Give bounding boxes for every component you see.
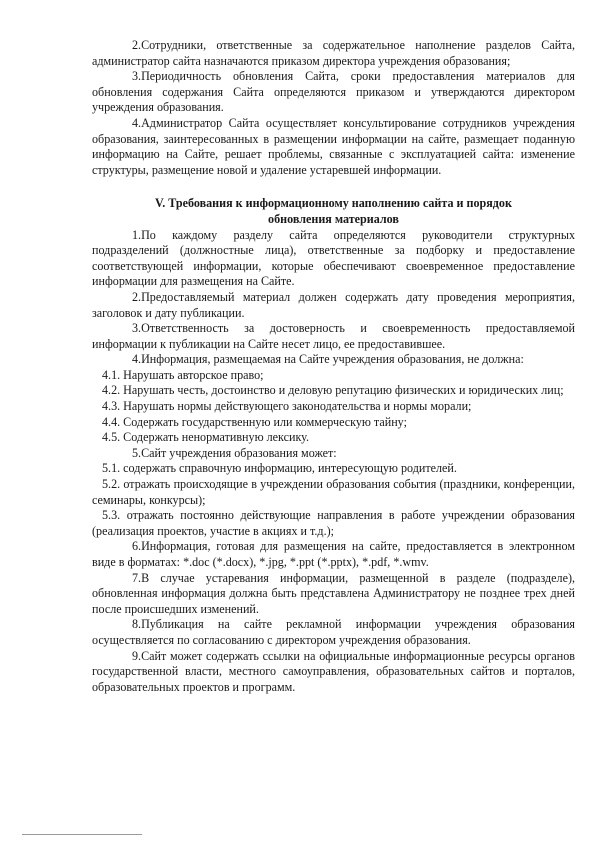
- footer-rule: [22, 834, 142, 835]
- section-item-6: [92, 539, 575, 570]
- section-item-2: [92, 290, 575, 321]
- paragraph-4: [92, 116, 575, 178]
- section-item-5: [92, 446, 575, 462]
- section-heading-line-2: обновления материалов: [268, 211, 399, 226]
- item-text: Предоставляемый материал должен содержать дату проведения мероприятия, заголовок и дату публикации.: [92, 289, 575, 320]
- item-number: 2.: [132, 289, 142, 304]
- item-text: Сайт учреждения образования может:: [141, 445, 337, 460]
- section-item-7: [92, 571, 575, 618]
- item-number: 6.: [132, 539, 142, 554]
- item-text: Периодичность обновления Сайта, сроки предоставления материалов для обновления содержания Сайта определяются приказом и утверждаются директором учреждения образования.: [92, 69, 575, 115]
- section-item-9: [92, 649, 575, 696]
- item-text: По каждому разделу сайта определяются руководители структурных подразделений (должностные лица), ответственные за подборку и предоставление соответствующей информации, которые обеспечивают своевременное предоставление информации для размещения на Сайте.: [92, 227, 575, 289]
- item-text: Администратор Сайта осуществляет консультирование сотрудников учреждения образования, заинтересованных в размещении информации на сайте, размещает поданную информацию на Сайте, решает проблемы, связанные с эксплуатацией сайта: изменение структуры, размещение новой и удаление устаревшей информации.: [92, 115, 575, 177]
- subitem-4-1: 4.1. Нарушать авторское право;: [102, 367, 264, 382]
- item-text: Информация, готовая для размещения на сайте, предоставляется в электронном виде в форматах: *.doc (*.docx), *.jpg, *.ppt (*.pptx), *.pdf, *.wmv.: [92, 539, 575, 569]
- subitem-5-2: 5.2. отражать происходящие в учреждении образования события (праздники, конференции, семинары, конкурсы);: [92, 477, 575, 507]
- subitem-4-2: 4.2. Нарушать честь, достоинство и деловую репутацию физических и юридических лиц;: [102, 383, 564, 398]
- item-number: 4.: [132, 115, 142, 130]
- section-item-4: [92, 352, 575, 368]
- section-heading-line-1: V. Требования к информационному наполнению сайта и порядок: [155, 196, 512, 211]
- document-body: [92, 38, 575, 695]
- item-number: 4.: [132, 352, 142, 367]
- subitem-5-1: 5.1. содержать справочную информацию, интересующую родителей.: [102, 461, 457, 476]
- subitem-4-5: 4.5. Содержать ненормативную лексику.: [102, 430, 310, 445]
- item-number: 2.: [132, 38, 142, 52]
- item-text: Сотрудники, ответственные за содержательное наполнение разделов Сайта, администратор сайта назначаются приказом директора учреждения образования;: [92, 38, 575, 68]
- item-number: 7.: [132, 570, 142, 585]
- item-number: 9.: [132, 648, 142, 663]
- subitem-5-3: 5.3. отражать постоянно действующие направления в работе учреждении образования (реализация проектов, участие в акциях и т.д.);: [92, 508, 575, 538]
- item-text: Ответственность за достоверность и своевременность предоставляемой информации к публикации на Сайте несет лицо, ее предоставившее.: [92, 321, 575, 351]
- item-text: В случае устаревания информации, размещенной в разделе (подразделе), обновленная информация должна быть представлена Администратору не позднее трех дней после происшедших изменений.: [92, 570, 575, 616]
- item-number: 3.: [132, 321, 142, 336]
- subitem-4-3: 4.3. Нарушать нормы действующего законодательства и нормы морали;: [102, 399, 472, 414]
- item-number: 5.: [132, 445, 142, 460]
- section-item-1: [92, 228, 575, 290]
- item-number: 8.: [132, 617, 142, 632]
- item-number: 1.: [132, 227, 142, 242]
- item-text: Публикация на сайте рекламной информации учреждения образования осуществляется по согласованию с директором учреждения образования.: [92, 617, 575, 647]
- item-number: 3.: [132, 69, 142, 84]
- paragraph-2: [92, 38, 575, 69]
- section-item-8: [92, 617, 575, 648]
- paragraph-3: [92, 69, 575, 116]
- section-item-3: [92, 321, 575, 352]
- item-text: Информация, размещаемая на Сайте учреждения образования, не должна:: [141, 352, 524, 367]
- item-text: Сайт может содержать ссылки на официальные информационные ресурсы органов государственной власти, местного самоуправления, образовательных сайтов и порталов, образовательных проектов и программ.: [92, 648, 575, 694]
- subitem-4-4: 4.4. Содержать государственную или коммерческую тайну;: [102, 414, 407, 429]
